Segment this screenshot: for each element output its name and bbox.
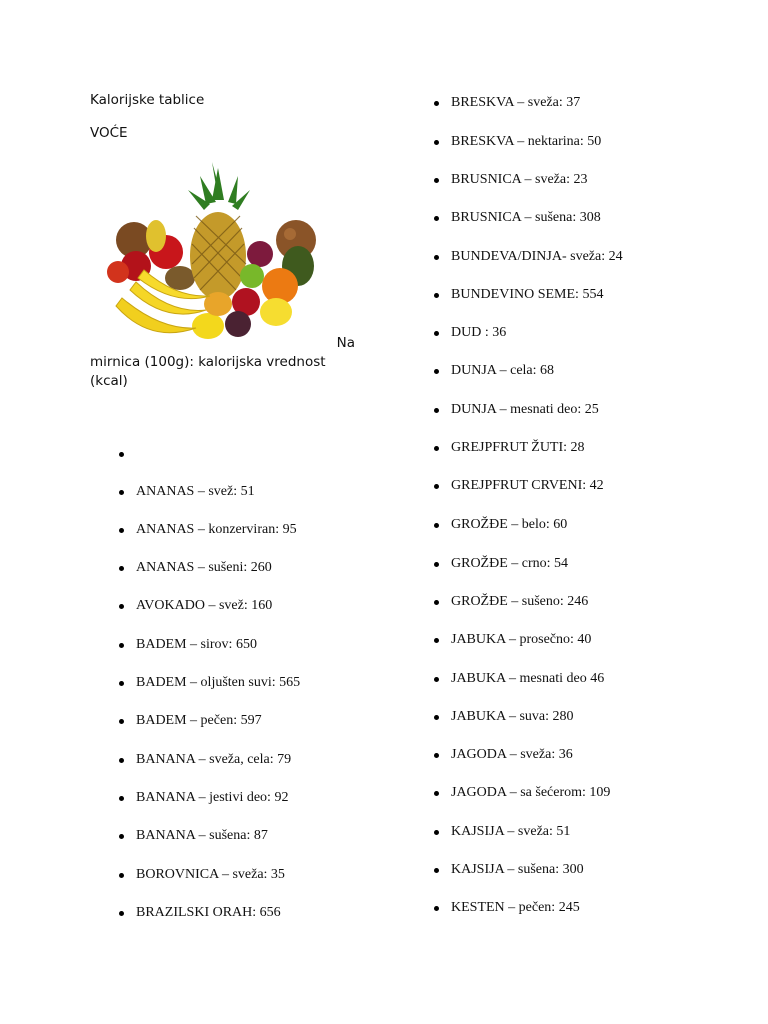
bullet-icon — [119, 834, 124, 839]
list-item-label: JABUKA – suva: 280 — [451, 709, 574, 724]
list-item-label: BUNDEVINO SEME: 554 — [451, 287, 604, 302]
bullet-icon — [434, 446, 439, 451]
list-item-label: ANANAS – konzerviran: 95 — [136, 522, 297, 537]
list-item-label: GROŽĐE – belo: 60 — [451, 517, 568, 532]
bullet-icon — [434, 830, 439, 835]
bullet-icon — [119, 758, 124, 763]
list-item-label: BUNDEVA/DINJA- sveža: 24 — [451, 249, 623, 264]
list-item-label: GROŽĐE – crno: 54 — [451, 556, 569, 571]
bullet-icon — [434, 677, 439, 682]
list-item-label: BANANA – sveža, cela: 79 — [136, 752, 292, 767]
intro-na: Na — [336, 335, 355, 351]
bullet-icon — [434, 600, 439, 605]
list-item-label: BRUSNICA – sušena: 308 — [451, 210, 601, 225]
bullet-icon — [434, 484, 439, 489]
list-item-label: ANANAS – sušeni: 260 — [136, 560, 272, 575]
list-item-label: BRAZILSKI ORAH: 656 — [136, 905, 281, 920]
bullet-icon — [119, 452, 124, 457]
list-item-label: JAGODA – sa šećerom: 109 — [451, 785, 611, 800]
list-item-label: KAJSIJA – sušena: 300 — [451, 862, 584, 877]
bullet-icon — [434, 369, 439, 374]
list-item-label: BRESKVA – nektarina: 50 — [451, 134, 602, 149]
list-item-label: BADEM – pečen: 597 — [136, 713, 262, 728]
bullet-icon — [434, 638, 439, 643]
list-item-label: DUNJA – mesnati deo: 25 — [451, 402, 599, 417]
list-item-label: BRESKVA – sveža: 37 — [451, 95, 581, 110]
bullet-icon — [434, 868, 439, 873]
intro-text — [90, 334, 355, 391]
bullet-icon — [434, 408, 439, 413]
list-item-label: BANANA – sušena: 87 — [136, 828, 268, 843]
list-item-label: JABUKA – mesnati deo 46 — [451, 671, 605, 686]
bullet-icon — [434, 791, 439, 796]
bullet-icon — [434, 523, 439, 528]
list-item-label: JABUKA – prosečno: 40 — [451, 632, 592, 647]
bullet-icon — [119, 796, 124, 801]
list-item-label: JAGODA – sveža: 36 — [451, 747, 573, 762]
list-item-label: BADEM – sirov: 650 — [136, 637, 257, 652]
bullet-icon — [434, 140, 439, 145]
bullet-icon — [434, 255, 439, 260]
bullet-icon — [119, 604, 124, 609]
bullet-icon — [434, 331, 439, 336]
list-item-label: DUD : 36 — [451, 325, 507, 340]
bullet-icon — [434, 178, 439, 183]
intro-rest: mirnica (100g): kalorijska vrednost (kcal) — [90, 354, 326, 389]
bullet-icon — [119, 681, 124, 686]
bullet-icon — [434, 715, 439, 720]
list-item-label: KAJSIJA – sveža: 51 — [451, 824, 571, 839]
bullet-icon — [119, 873, 124, 878]
list-item-label: BOROVNICA – sveža: 35 — [136, 867, 285, 882]
bullet-icon — [434, 562, 439, 567]
list-item-label: BANANA – jestivi deo: 92 — [136, 790, 289, 805]
bullet-icon — [434, 906, 439, 911]
list-item-label: GREJPFRUT ŽUTI: 28 — [451, 440, 585, 455]
bullet-icon — [119, 566, 124, 571]
bullet-icon — [119, 911, 124, 916]
bullet-icon — [119, 528, 124, 533]
list-item-label: GROŽĐE – sušeno: 246 — [451, 594, 589, 609]
section-title: VOĆE — [90, 125, 128, 141]
bullet-icon — [119, 490, 124, 495]
list-item-label: DUNJA – cela: 68 — [451, 363, 555, 378]
list-item-label: AVOKADO – svež: 160 — [136, 598, 273, 613]
bullet-icon — [434, 753, 439, 758]
bullet-icon — [119, 719, 124, 724]
list-item-label: BRUSNICA – sveža: 23 — [451, 172, 588, 187]
list-item-label: ANANAS – svež: 51 — [136, 484, 255, 499]
list-item-label: GREJPFRUT CRVENI: 42 — [451, 478, 604, 493]
list-item-label: BADEM – oljušten suvi: 565 — [136, 675, 301, 690]
fruit-image — [100, 158, 322, 342]
bullet-icon — [434, 293, 439, 298]
list-item-label: KESTEN – pečen: 245 — [451, 900, 580, 915]
bullet-icon — [434, 101, 439, 106]
document-title: Kalorijske tablice — [90, 92, 205, 108]
bullet-icon — [119, 643, 124, 648]
bullet-icon — [434, 216, 439, 221]
